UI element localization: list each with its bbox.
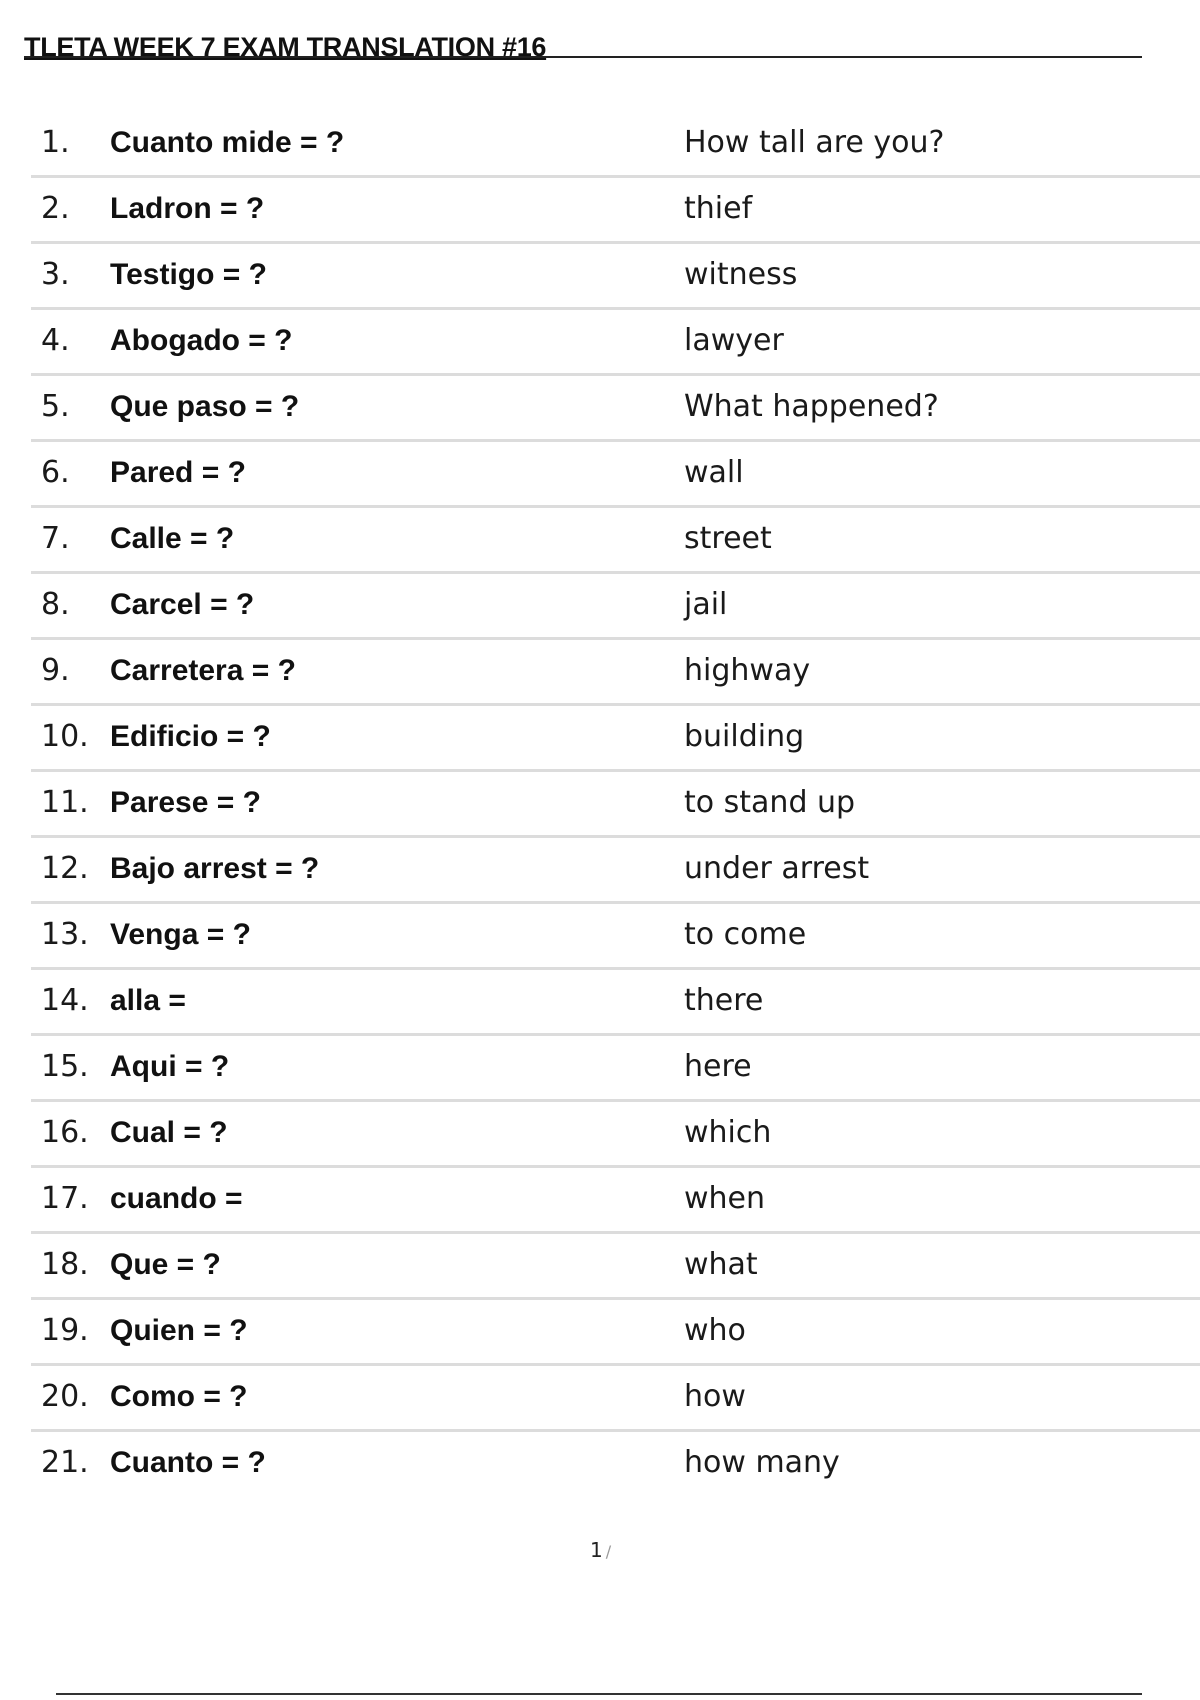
list-item bbox=[31, 1234, 1200, 1300]
english-translation: thief bbox=[684, 191, 753, 226]
item-number: 20. bbox=[41, 1379, 89, 1414]
english-translation: how many bbox=[684, 1445, 840, 1480]
english-translation: what bbox=[684, 1247, 758, 1282]
spanish-term: Cual = ? bbox=[110, 1116, 228, 1149]
english-translation: highway bbox=[684, 653, 811, 688]
spanish-term: Edificio = ? bbox=[110, 720, 271, 753]
spanish-term: cuando = bbox=[110, 1182, 243, 1215]
item-number: 17. bbox=[41, 1181, 89, 1216]
spanish-term: Parese = ? bbox=[110, 786, 261, 819]
list-item bbox=[31, 640, 1200, 706]
item-number: 15. bbox=[41, 1049, 89, 1084]
list-item bbox=[31, 376, 1200, 442]
list-item bbox=[31, 1432, 1200, 1495]
english-translation: when bbox=[684, 1181, 766, 1216]
item-number: 16. bbox=[41, 1115, 89, 1150]
list-item bbox=[31, 1366, 1200, 1432]
english-translation: there bbox=[684, 983, 764, 1018]
item-number: 4. bbox=[41, 323, 70, 358]
item-number: 8. bbox=[41, 587, 70, 622]
item-number: 5. bbox=[41, 389, 70, 424]
english-translation: How tall are you? bbox=[684, 125, 945, 160]
page-number bbox=[590, 1538, 611, 1562]
english-translation: who bbox=[684, 1313, 746, 1348]
spanish-term: Como = ? bbox=[110, 1380, 248, 1413]
item-number: 10. bbox=[41, 719, 89, 754]
spanish-term: Venga = ? bbox=[110, 918, 251, 951]
spanish-term: Que = ? bbox=[110, 1248, 221, 1281]
english-translation: What happened? bbox=[684, 389, 939, 424]
spanish-term: Pared = ? bbox=[110, 456, 246, 489]
item-number: 2. bbox=[41, 191, 70, 226]
item-number: 18. bbox=[41, 1247, 89, 1282]
english-translation: to come bbox=[684, 917, 807, 952]
english-translation: building bbox=[684, 719, 805, 754]
english-translation: lawyer bbox=[684, 323, 784, 358]
list-item bbox=[31, 574, 1200, 640]
page-number-value: 1 bbox=[590, 1538, 603, 1562]
item-number: 11. bbox=[41, 785, 89, 820]
list-item bbox=[31, 112, 1200, 178]
list-item bbox=[31, 706, 1200, 772]
list-item bbox=[31, 442, 1200, 508]
item-number: 3. bbox=[41, 257, 70, 292]
spanish-term: Calle = ? bbox=[110, 522, 235, 555]
item-number: 19. bbox=[41, 1313, 89, 1348]
item-number: 13. bbox=[41, 917, 89, 952]
spanish-term: Testigo = ? bbox=[110, 258, 267, 291]
english-translation: here bbox=[684, 1049, 752, 1084]
english-translation: how bbox=[684, 1379, 746, 1414]
page-number-separator: / bbox=[605, 1542, 612, 1561]
document-title-text: TLETA WEEK 7 EXAM TRANSLATION #16 bbox=[24, 32, 547, 62]
list-item bbox=[31, 310, 1200, 376]
spanish-term: Bajo arrest = ? bbox=[110, 852, 320, 885]
item-number: 1. bbox=[41, 125, 70, 160]
item-number: 6. bbox=[41, 455, 70, 490]
list-item bbox=[31, 904, 1200, 970]
item-number: 21. bbox=[41, 1445, 89, 1480]
spanish-term: Carcel = ? bbox=[110, 588, 255, 621]
spanish-term: Quien = ? bbox=[110, 1314, 248, 1347]
spanish-term: Carretera = ? bbox=[110, 654, 296, 687]
english-translation: wall bbox=[684, 455, 744, 490]
spanish-term: Aqui = ? bbox=[110, 1050, 230, 1083]
list-item bbox=[31, 1168, 1200, 1234]
list-item bbox=[31, 244, 1200, 310]
item-number: 9. bbox=[41, 653, 70, 688]
list-item bbox=[31, 838, 1200, 904]
list-item bbox=[31, 178, 1200, 244]
item-number: 7. bbox=[41, 521, 70, 556]
english-translation: to stand up bbox=[684, 785, 856, 820]
item-number: 14. bbox=[41, 983, 89, 1018]
list-item bbox=[31, 508, 1200, 574]
list-item bbox=[31, 1036, 1200, 1102]
spanish-term: Cuanto = ? bbox=[110, 1446, 266, 1479]
spanish-term: Cuanto mide = ? bbox=[110, 126, 345, 159]
spanish-term: Abogado = ? bbox=[110, 324, 293, 357]
english-translation: witness bbox=[684, 257, 798, 292]
list-item bbox=[31, 772, 1200, 838]
footer-rule bbox=[56, 1693, 1142, 1695]
item-number: 12. bbox=[41, 851, 89, 886]
spanish-term: Ladron = ? bbox=[110, 192, 265, 225]
english-translation: which bbox=[684, 1115, 772, 1150]
vocabulary-list bbox=[31, 112, 1200, 1495]
english-translation: jail bbox=[684, 587, 728, 622]
spanish-term: alla = bbox=[110, 984, 186, 1017]
list-item bbox=[31, 970, 1200, 1036]
list-item bbox=[31, 1102, 1200, 1168]
document-title bbox=[24, 32, 1142, 62]
english-translation: under arrest bbox=[684, 851, 870, 886]
list-item bbox=[31, 1300, 1200, 1366]
english-translation: street bbox=[684, 521, 772, 556]
spanish-term: Que paso = ? bbox=[110, 390, 300, 423]
